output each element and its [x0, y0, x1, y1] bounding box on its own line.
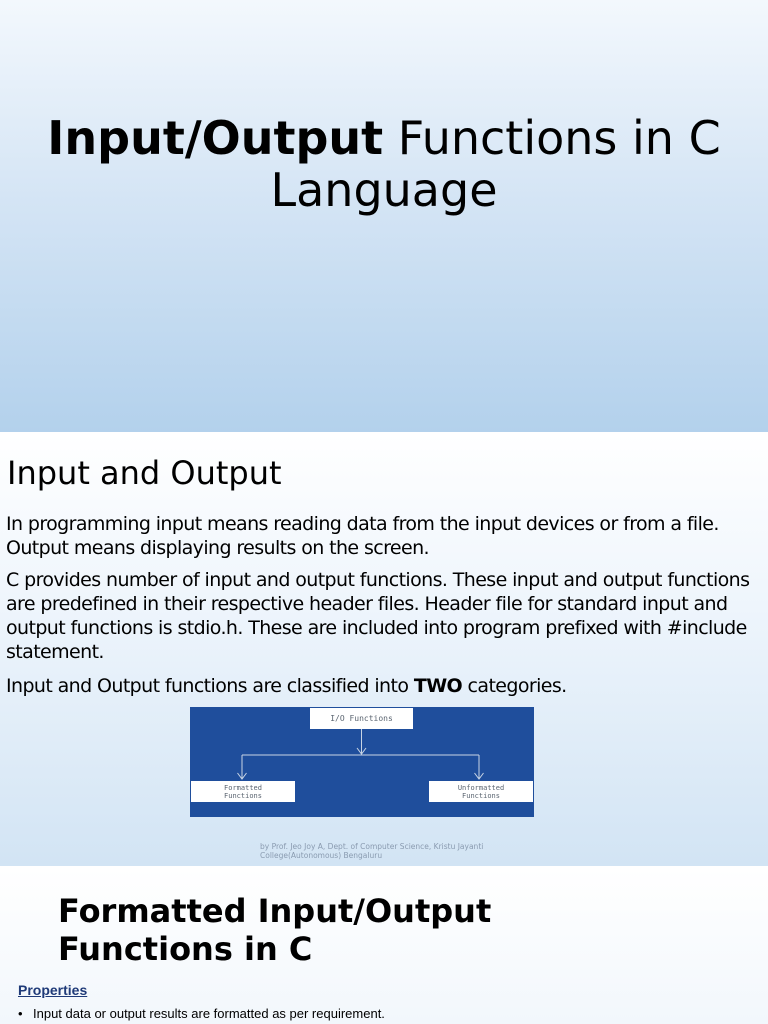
bullet-icon: •: [18, 1006, 23, 1021]
title-bold-part: Input/Output: [47, 111, 384, 165]
paragraph-categories: [6, 674, 762, 698]
list-item: [18, 1006, 385, 1021]
diagram-right-label-2: Functions: [462, 792, 500, 800]
categories-text-bold: TWO: [413, 675, 463, 697]
io-functions-diagram: [190, 707, 534, 817]
diagram-svg: [190, 707, 534, 817]
properties-label: Properties: [18, 982, 88, 998]
input-output-slide: [0, 434, 768, 866]
slide-title: [0, 112, 768, 216]
title-rest-part: Functions in C: [383, 111, 721, 165]
paragraph-header-files: C provides number of input and output functions. These input and output functions are predefined in their respective header files. Header file for standard input and output functions is stdio.h. These are included into program prefixed with #include statement.: [6, 569, 750, 663]
formatted-io-slide: [0, 868, 768, 1024]
diagram-root-label: I/O Functions: [330, 714, 393, 723]
title-second-line: Language: [270, 163, 498, 217]
title-slide: [0, 0, 768, 432]
diagram-left-label-1: Formatted: [224, 784, 262, 792]
author-credit: by Prof. Jeo Joy A, Dept. of Computer Science, Kristu Jayanti College(Autonomous) Bengaluru: [260, 842, 484, 860]
heading-line-2: Functions in C: [58, 930, 313, 968]
bullet-text: Input data or output results are formatted as per requirement.: [33, 1006, 385, 1021]
categories-text-pre: Input and Output functions are classified into: [6, 675, 414, 697]
diagram-left-label-2: Functions: [224, 792, 262, 800]
categories-text-post: categories.: [462, 675, 567, 697]
slide-heading: [58, 892, 491, 968]
paragraph-input-output-meaning: In programming input means reading data from the input devices or from a file. Output means displaying results on the screen.: [6, 513, 719, 559]
heading-line-1: Formatted Input/Output: [58, 892, 492, 930]
slide-heading: Input and Output: [7, 454, 282, 492]
diagram-right-label-1: Unformatted: [457, 784, 505, 792]
